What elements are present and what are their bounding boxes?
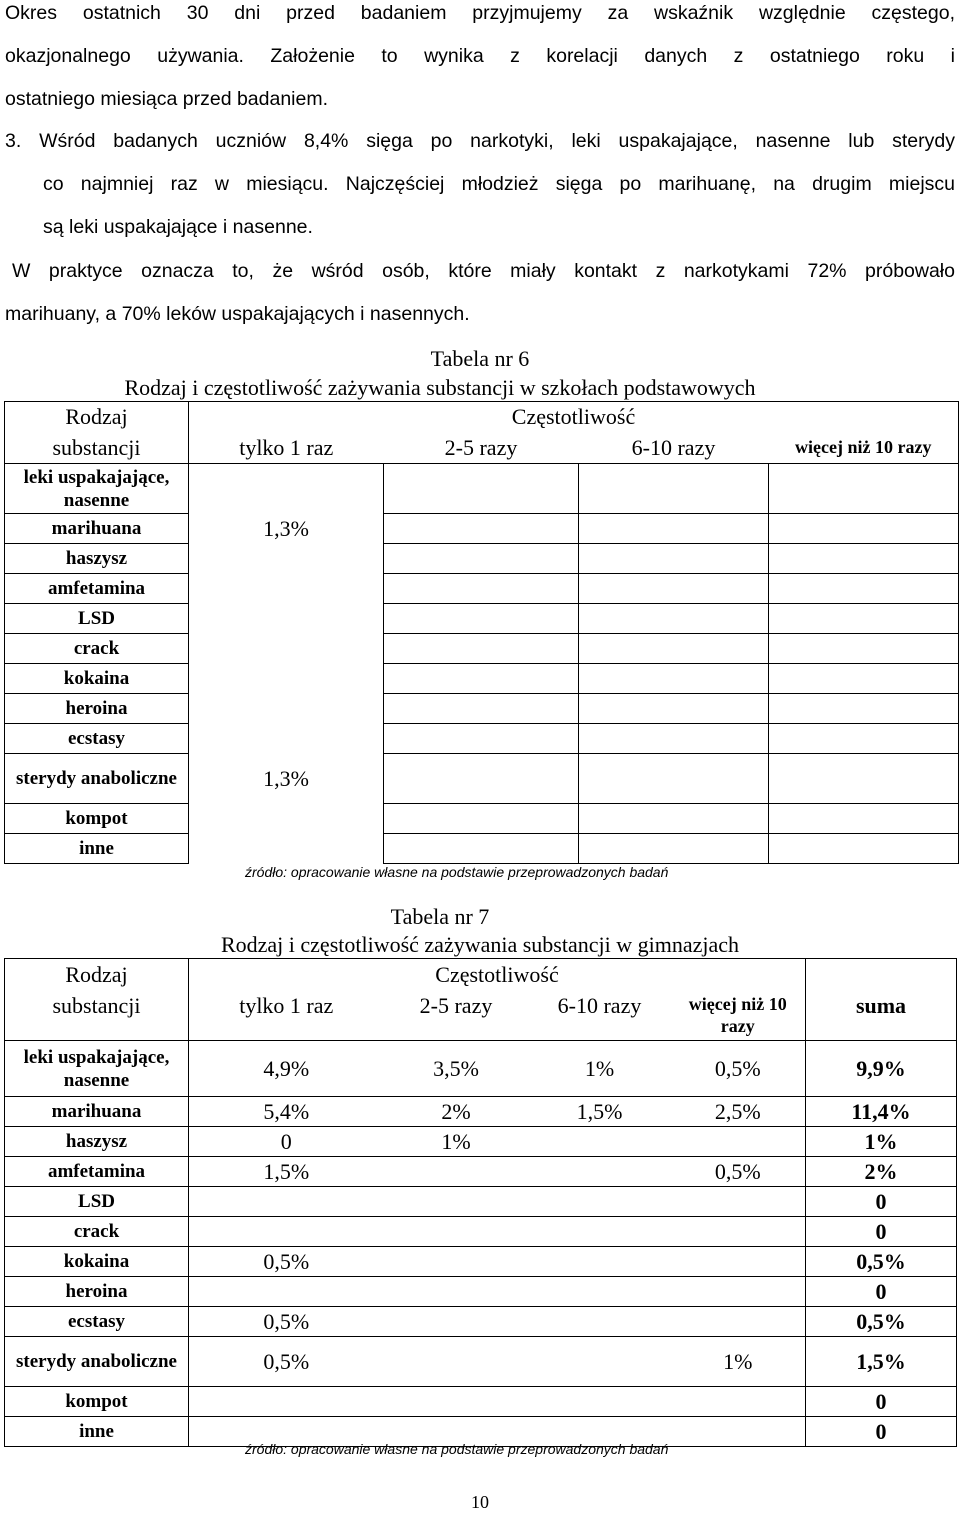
table-row xyxy=(5,544,959,574)
table-cell xyxy=(189,664,384,694)
table-cell xyxy=(189,634,384,664)
row-label: marihuana xyxy=(5,1097,189,1127)
table-cell xyxy=(384,1337,529,1387)
text-line: 3. Wśród badanych uczniów 8,4% sięga po narkotyki, leki uspakajające, nasenne lub sterydy xyxy=(5,130,955,152)
table-cell xyxy=(189,544,384,574)
table-cell xyxy=(384,514,579,544)
table-cell xyxy=(529,1277,671,1307)
header-frequency: Częstotliwość xyxy=(189,402,959,433)
sum-cell: 1% xyxy=(806,1127,957,1157)
table-row xyxy=(5,1127,957,1157)
table-cell xyxy=(529,1307,671,1337)
text-line: co najmniej raz w miesiącu. Najczęściej młodzież sięga po marihuanę, na drugim miejscu xyxy=(43,173,955,195)
table-row xyxy=(5,1097,957,1127)
table-cell xyxy=(384,664,579,694)
sum-header: suma xyxy=(806,991,957,1041)
col-header: więcej niż 10 razy xyxy=(769,433,959,464)
row-label: amfetamina xyxy=(5,1157,189,1187)
table-row xyxy=(5,754,959,804)
table6-source: źródło: opracowanie własne na podstawie przeprowadzonych badań xyxy=(245,864,669,880)
table-cell xyxy=(579,514,769,544)
table-cell xyxy=(529,1187,671,1217)
table-row xyxy=(5,514,959,544)
table-cell xyxy=(384,834,579,864)
table-cell xyxy=(579,574,769,604)
header-substance-line2: substancji xyxy=(5,433,189,464)
row-label: crack xyxy=(5,634,189,664)
table-cell xyxy=(579,664,769,694)
row-label: marihuana xyxy=(5,514,189,544)
sum-cell: 0 xyxy=(806,1187,957,1217)
col-header: 6-10 razy xyxy=(579,433,769,464)
sum-cell: 0 xyxy=(806,1417,957,1447)
table-row xyxy=(5,1277,957,1307)
text-line: są leki uspakajające i nasenne. xyxy=(43,216,313,238)
paragraph-1 xyxy=(5,0,955,121)
table-cell xyxy=(579,804,769,834)
table-row xyxy=(5,1337,957,1387)
sum-cell: 0 xyxy=(806,1217,957,1247)
row-label: leki uspakajające, nasenne xyxy=(5,464,189,514)
header-frequency: Częstotliwość xyxy=(189,959,806,991)
table-cell xyxy=(189,834,384,864)
table-cell: 1% xyxy=(671,1337,806,1387)
table-cell xyxy=(384,1187,529,1217)
table6-number: Tabela nr 6 xyxy=(430,346,530,371)
table-cell xyxy=(189,604,384,634)
col-header: tylko 1 raz xyxy=(189,991,384,1041)
table7 xyxy=(4,958,957,1447)
row-label: ecstasy xyxy=(5,1307,189,1337)
page-number: 10 xyxy=(471,1492,489,1512)
table-cell xyxy=(384,574,579,604)
table-cell xyxy=(529,1157,671,1187)
table-cell xyxy=(579,464,769,514)
text-line: marihuany, a 70% leków uspakajających i nasennych. xyxy=(5,303,470,325)
table6-title: Rodzaj i częstotliwość zażywania substancji w szkołach podstawowych xyxy=(124,375,756,400)
table-cell xyxy=(529,1217,671,1247)
row-label: LSD xyxy=(5,604,189,634)
sum-cell: 0 xyxy=(806,1387,957,1417)
row-label: LSD xyxy=(5,1187,189,1217)
table-cell xyxy=(769,804,959,834)
table-cell xyxy=(189,724,384,754)
table-cell xyxy=(189,1187,384,1217)
table7-title: Rodzaj i częstotliwość zażywania substancji w gimnazjach xyxy=(220,932,740,957)
table-cell xyxy=(579,544,769,574)
table-cell xyxy=(769,664,959,694)
table-row xyxy=(5,1217,957,1247)
row-label: amfetamina xyxy=(5,574,189,604)
table-row xyxy=(5,664,959,694)
table-cell xyxy=(384,464,579,514)
table-cell: 0,5% xyxy=(671,1041,806,1097)
table-cell xyxy=(529,1247,671,1277)
row-label: heroina xyxy=(5,694,189,724)
row-label: haszysz xyxy=(5,1127,189,1157)
text-line: W praktyce oznacza to, że wśród osób, które miały kontakt z narkotykami 72% próbowało xyxy=(12,260,955,282)
sum-cell: 11,4% xyxy=(806,1097,957,1127)
table-cell xyxy=(579,834,769,864)
table-row xyxy=(5,694,959,724)
table-cell xyxy=(579,604,769,634)
table-cell xyxy=(189,1277,384,1307)
header-substance-line2: substancji xyxy=(5,991,189,1041)
table-row xyxy=(5,634,959,664)
row-label: inne xyxy=(5,834,189,864)
table-row xyxy=(5,574,959,604)
table-cell: 5,4% xyxy=(189,1097,384,1127)
table-cell: 1% xyxy=(529,1041,671,1097)
row-label: kompot xyxy=(5,804,189,834)
table-cell xyxy=(671,1417,806,1447)
row-label: haszysz xyxy=(5,544,189,574)
row-label: kokaina xyxy=(5,664,189,694)
table-cell xyxy=(671,1187,806,1217)
table-cell xyxy=(671,1307,806,1337)
table-row xyxy=(5,804,959,834)
table-row xyxy=(5,724,959,754)
table-cell xyxy=(384,1277,529,1307)
table-cell xyxy=(384,804,579,834)
table-cell xyxy=(769,574,959,604)
table-cell: 1,3% xyxy=(189,754,384,804)
table-row xyxy=(5,834,959,864)
table-cell xyxy=(769,604,959,634)
table-cell xyxy=(579,754,769,804)
sum-cell: 0 xyxy=(806,1277,957,1307)
table-cell: 2,5% xyxy=(671,1097,806,1127)
table-cell: 0,5% xyxy=(189,1337,384,1387)
table-row xyxy=(5,1157,957,1187)
table-row xyxy=(5,1187,957,1217)
header-substance-line1: Rodzaj xyxy=(5,959,189,991)
table-cell xyxy=(579,634,769,664)
table-cell xyxy=(384,724,579,754)
sum-cell: 0,5% xyxy=(806,1307,957,1337)
table-cell xyxy=(384,694,579,724)
table-cell: 4,9% xyxy=(189,1041,384,1097)
table-cell xyxy=(384,754,579,804)
row-label: heroina xyxy=(5,1277,189,1307)
table-cell xyxy=(189,1217,384,1247)
table-cell xyxy=(384,1157,529,1187)
table-cell xyxy=(769,754,959,804)
table-cell xyxy=(769,834,959,864)
table-cell xyxy=(769,514,959,544)
table-cell: 0,5% xyxy=(671,1157,806,1187)
table-cell xyxy=(671,1127,806,1157)
table-cell xyxy=(189,464,384,514)
table-cell xyxy=(384,1217,529,1247)
table-cell: 0,5% xyxy=(189,1307,384,1337)
table-row xyxy=(5,1387,957,1417)
table-cell xyxy=(384,544,579,574)
table-cell xyxy=(769,634,959,664)
table-cell xyxy=(671,1387,806,1417)
table-cell: 1% xyxy=(384,1127,529,1157)
text-line: Okres ostatnich 30 dni przed badaniem przyjmujemy za wskaźnik względnie częstego, xyxy=(5,2,955,24)
table-cell xyxy=(189,804,384,834)
header-substance-line1: Rodzaj xyxy=(5,402,189,433)
table-cell: 1,5% xyxy=(189,1157,384,1187)
table-cell xyxy=(769,544,959,574)
row-label: sterydy anaboliczne xyxy=(5,1337,189,1387)
table-row xyxy=(5,1041,957,1097)
table-cell: 1,5% xyxy=(529,1097,671,1127)
row-label: inne xyxy=(5,1417,189,1447)
col-header: więcej niż 10 razy xyxy=(671,991,806,1041)
table7-number: Tabela nr 7 xyxy=(390,904,490,929)
table-cell xyxy=(189,574,384,604)
table-row xyxy=(5,1247,957,1277)
sum-cell: 1,5% xyxy=(806,1337,957,1387)
table-cell xyxy=(384,1307,529,1337)
table-cell: 1,3% xyxy=(189,514,384,544)
table-cell: 0 xyxy=(189,1127,384,1157)
row-label: kompot xyxy=(5,1387,189,1417)
sum-cell: 9,9% xyxy=(806,1041,957,1097)
sum-cell: 0,5% xyxy=(806,1247,957,1277)
row-label: kokaina xyxy=(5,1247,189,1277)
table-cell xyxy=(671,1217,806,1247)
table-row xyxy=(5,464,959,514)
table-cell xyxy=(769,464,959,514)
table-cell xyxy=(769,724,959,754)
table-cell xyxy=(189,694,384,724)
paragraph-2 xyxy=(5,120,955,249)
table-cell xyxy=(769,694,959,724)
table-cell xyxy=(384,1247,529,1277)
paragraph-3 xyxy=(5,250,955,336)
table-cell: 2% xyxy=(384,1097,529,1127)
table-cell xyxy=(529,1337,671,1387)
row-label: leki uspakajające, nasenne xyxy=(5,1041,189,1097)
table-cell xyxy=(529,1387,671,1417)
table-cell xyxy=(384,1387,529,1417)
col-header: 6-10 razy xyxy=(529,991,671,1041)
table6 xyxy=(4,401,959,864)
table-cell xyxy=(189,1387,384,1417)
table-cell xyxy=(384,604,579,634)
text-line: okazjonalnego używania. Założenie to wynika z korelacji danych z ostatniego roku i xyxy=(5,45,955,67)
text-line: ostatniego miesiąca przed badaniem. xyxy=(5,88,329,110)
row-label: sterydy anaboliczne xyxy=(5,754,189,804)
table-cell: 3,5% xyxy=(384,1041,529,1097)
col-header: tylko 1 raz xyxy=(189,433,384,464)
sum-cell: 2% xyxy=(806,1157,957,1187)
row-label: crack xyxy=(5,1217,189,1247)
table7-source: źródło: opracowanie własne na podstawie przeprowadzonych badań xyxy=(245,1441,669,1457)
table-cell xyxy=(529,1127,671,1157)
table-cell xyxy=(579,724,769,754)
table-row xyxy=(5,1307,957,1337)
table-cell xyxy=(671,1277,806,1307)
table-cell xyxy=(384,634,579,664)
table-cell xyxy=(579,694,769,724)
table-cell xyxy=(671,1247,806,1277)
table-cell: 0,5% xyxy=(189,1247,384,1277)
row-label: ecstasy xyxy=(5,724,189,754)
table-row xyxy=(5,604,959,634)
col-header: 2-5 razy xyxy=(384,433,579,464)
col-header: 2-5 razy xyxy=(384,991,529,1041)
